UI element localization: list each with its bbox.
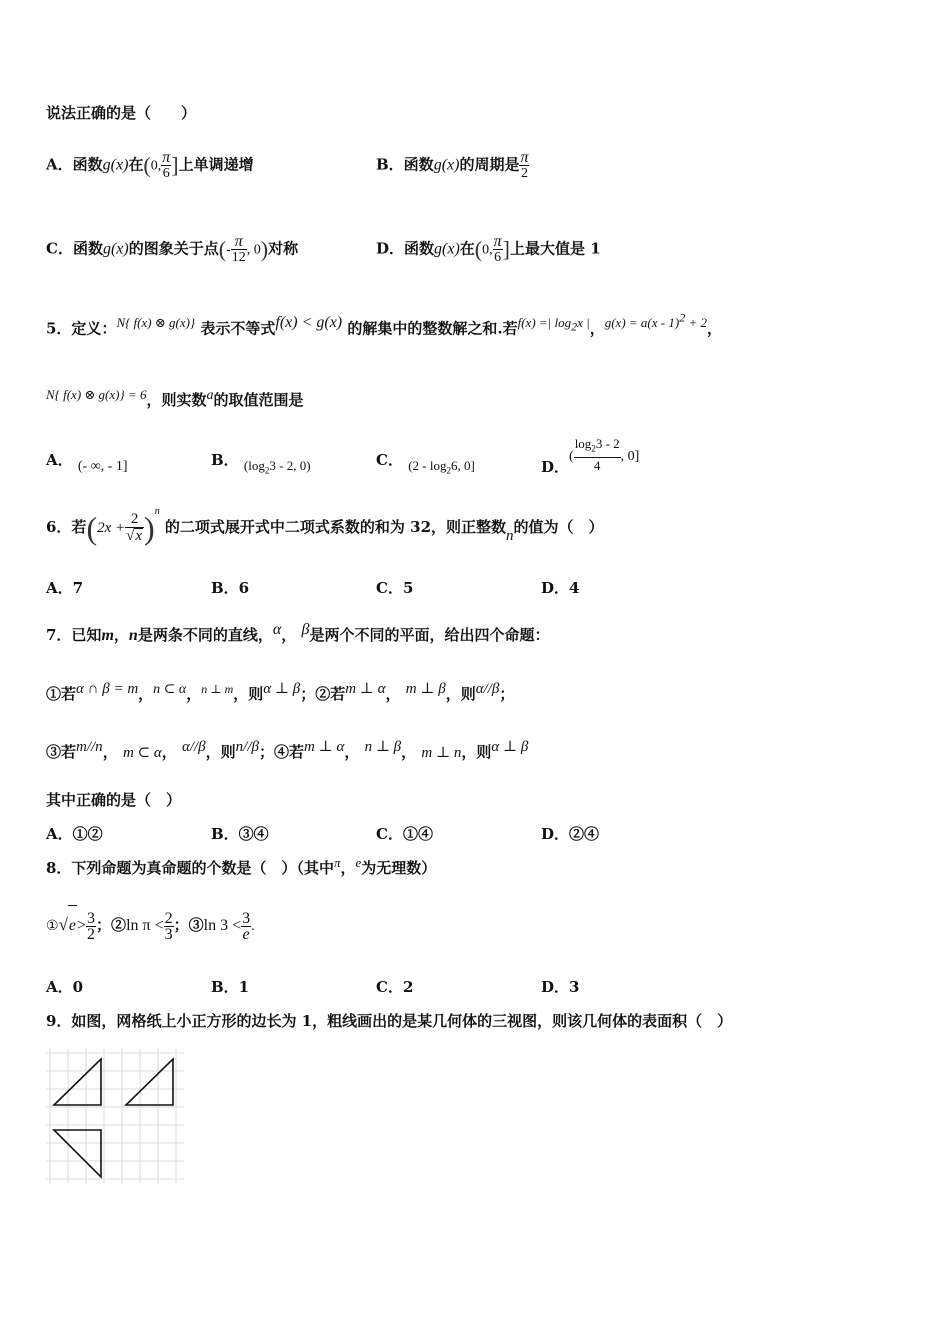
- fraction: $\frac{\pi}{6}$: [493, 233, 502, 265]
- fraction: $\frac{\pi}{12}$: [231, 233, 246, 265]
- question-6-stem: 6．若(2x + $\frac{2}{√x}$ )$^n$ 的二项式展开式中二项式系数的和为 32，则正整数n的值为（ ）: [46, 506, 604, 546]
- q8-option-c[interactable]: C．2: [376, 978, 414, 996]
- fraction: $\frac{\log_23 - 2}{4}$: [574, 436, 620, 473]
- question-9-stem: 9．如图，网格纸上小正方形的边长为 1，粗线画出的是某几何体的三视图，则该几何体的表面积（ ）: [46, 1012, 733, 1030]
- q5-option-d[interactable]: D．( $\frac{\log_23 - 2}{4}$ , 0]: [541, 436, 640, 477]
- q7-option-c[interactable]: C．①④: [376, 825, 433, 843]
- q5-option-a[interactable]: A． (- ∞, - 1]: [46, 451, 128, 474]
- fraction: $\frac{3}{e}$: [242, 909, 251, 943]
- q7-option-d[interactable]: D．②④: [541, 825, 600, 843]
- question-5-line2: N{ f(x) ⊗ g(x)} = 6，则实数a的取值范围是: [46, 387, 304, 409]
- q8-option-b[interactable]: B．1: [211, 978, 250, 996]
- q6-option-d[interactable]: D．4: [541, 579, 580, 597]
- top-view-triangle: [54, 1130, 101, 1177]
- q8-option-a[interactable]: A．0: [46, 978, 84, 996]
- question-4-stem: 说法正确的是（ ）: [46, 104, 197, 122]
- q4-option-a[interactable]: A．函数g(x)在(0, $\frac{\pi}{6}$ ]上单调递增: [46, 149, 254, 181]
- question-8-claims: ①√e> $\frac{3}{2}$ ；②ln π < $\frac{2}{3}$ ；③ln 3 < $\frac{3}{e}$ .: [46, 905, 255, 947]
- q7-option-b[interactable]: B．③④: [211, 825, 269, 843]
- q8-option-d[interactable]: D．3: [541, 978, 580, 996]
- fraction: $\frac{\pi}{6}$: [162, 149, 171, 181]
- fraction: $\frac{\pi}{2}$: [520, 149, 529, 181]
- fraction: $\frac{2}{3}$: [164, 909, 173, 943]
- q6-option-c[interactable]: C．5: [376, 579, 414, 597]
- three-view-diagram: [46, 1049, 186, 1183]
- question-8-stem: 8．下列命题为真命题的个数是（ ）（其中π，e为无理数）: [46, 855, 437, 877]
- q4-option-b[interactable]: B．函数g(x)的周期是 $\frac{\pi}{2}$: [376, 149, 529, 181]
- question-7-stem: 7．已知m，n是两条不同的直线，α， β是两个不同的平面，给出四个命题：: [46, 621, 550, 644]
- fraction: $\frac{2}{√x}$: [126, 511, 143, 544]
- q5-option-b[interactable]: B． ($\log_23 - 2$, 0): [211, 451, 311, 476]
- question-5-stem: 5．定义：N{ f(x) ⊗ g(x)} 表示不等式f(x) < g(x) 的解集中的整数解之和.若f(x) =| $\log_2x$ |，g(x) = a(x - 1)$^2$ + 2，: [46, 311, 722, 338]
- front-view-triangle: [54, 1059, 101, 1105]
- q5-option-c[interactable]: C． ($2 - \log_26$, 0]: [376, 451, 475, 476]
- q4-option-c[interactable]: C．函数g(x)的图象关于点(- $\frac{\pi}{12}$ , 0)对称: [46, 233, 299, 265]
- q6-option-b[interactable]: B．6: [211, 579, 250, 597]
- proposition-3-4: ③若m//n， m ⊂ α， α//β，则n//β；④若m ⊥ α， n ⊥ β， m ⊥ n，则α ⊥ β: [46, 739, 529, 761]
- q4-option-d[interactable]: D．函数g(x)在(0, $\frac{\pi}{6}$ ]上最大值是 1: [376, 233, 601, 265]
- q7-option-a[interactable]: A．①②: [46, 825, 103, 843]
- question-7-prompt: 其中正确的是（ ）: [46, 791, 182, 809]
- side-view-triangle: [126, 1059, 173, 1105]
- q6-option-a[interactable]: A．7: [46, 579, 84, 597]
- fraction: $\frac{3}{2}$: [87, 909, 96, 943]
- proposition-1-2: ①若α ∩ β = m，n ⊂ α，$^{n \perp m}$，则α ⊥ β；②若m ⊥ α， m ⊥ β，则α//β；: [46, 681, 515, 703]
